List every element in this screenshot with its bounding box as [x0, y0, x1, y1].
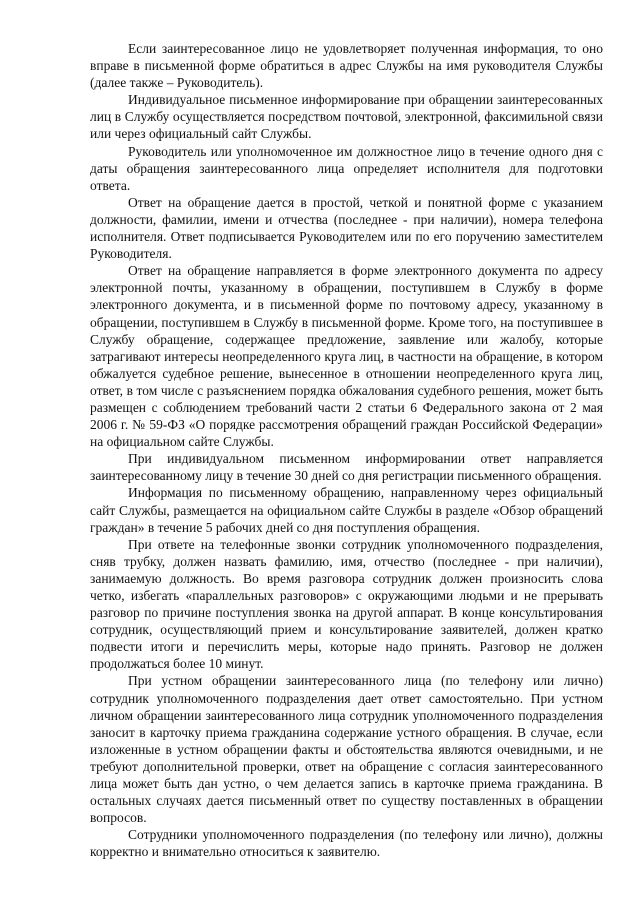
paragraph-8: При ответе на телефонные звонки сотрудник уполномоченного подразделения, сняв трубку, должен назвать фамилию, имя, отчество (последнее - при наличии), занимаемую должность. Во время разговора сотрудник должен произносить слова четко, избегать «параллельных разговоров» с окружающими людьми и не прерывать разговор по причине поступления звонка на другой аппарат. В конце консультирования сотрудник, осуществляющий прием и консультирование заявителей, должен кратко подвести итоги и перечислить меры, которые надо принять. Разговор не должен продолжаться более 10 минут.: [90, 536, 603, 672]
paragraph-4: Ответ на обращение дается в простой, четкой и понятной форме с указанием должности, фамилии, имени и отчества (последнее - при наличии), номера телефона исполнителя. Ответ подписывается Руководителем или по его поручению заместителем Руководителя.: [90, 194, 603, 262]
paragraph-3: Руководитель или уполномоченное им должностное лицо в течение одного дня с даты обращения заинтересованного лица определяет исполнителя для подготовки ответа.: [90, 143, 603, 193]
document-page: [90, 40, 603, 861]
paragraph-5: Ответ на обращение направляется в форме электронного документа по адресу электронной почты, указанному в обращении, поступившем в Службу в форме электронного документа, и в письменной форме по почтовому адресу, указанному в обращении, поступившем в Службу в письменной форме. Кроме того, на поступившее в Службу обращение, содержащее предложение, заявление или жалобу, которые затрагивают интересы неопределенного круга лиц, в частности на обращение, в котором обжалуется судебное решение, вынесенное в отношении неопределенного круга лиц, ответ, в том числе с разъяснением порядка обжалования судебного решения, может быть размещен с соблюдением требований части 2 статьи 6 Федерального закона от 2 мая 2006 г. № 59-ФЗ «О порядке рассмотрения обращений граждан Российской Федерации» на официальном сайте Службы.: [90, 263, 603, 450]
paragraph-6: При индивидуальном письменном информировании ответ направляется заинтересованному лицу в течение 30 дней со дня регистрации письменного обращения.: [90, 451, 603, 484]
paragraph-9: При устном обращении заинтересованного лица (по телефону или лично) сотрудник уполномоченного подразделения дает ответ самостоятельно. При устном личном обращении заинтересованного лица сотрудник уполномоченного подразделения заносит в карточку приема гражданина содержание устного обращения. В случае, если изложенные в устном обращении факты и обстоятельства являются очевидными, и не требуют дополнительной проверки, ответ на обращение с согласия заинтересованного лица может быть дан устно, о чем делается запись в карточке приема гражданина. В остальных случаях дается письменный ответ по существу поставленных в обращении вопросов.: [90, 673, 603, 826]
paragraph-10: Сотрудники уполномоченного подразделения (по телефону или лично), должны корректно и внимательно относиться к заявителю.: [90, 827, 603, 860]
paragraph-7: Информация по письменному обращению, направленному через официальный сайт Службы, размещается на официальном сайте Службы в разделе «Обзор обращений граждан» в течение 5 рабочих дней со дня поступления обращения.: [90, 485, 603, 535]
paragraph-2: Индивидуальное письменное информирование при обращении заинтересованных лиц в Службу осуществляется посредством почтовой, электронной, факсимильной связи или через официальный сайт Службы.: [90, 92, 603, 142]
paragraph-1: Если заинтересованное лицо не удовлетворяет полученная информация, то оно вправе в письменной форме обратиться в адрес Службы на имя руководителя Службы (далее также – Руководитель).: [90, 41, 603, 91]
